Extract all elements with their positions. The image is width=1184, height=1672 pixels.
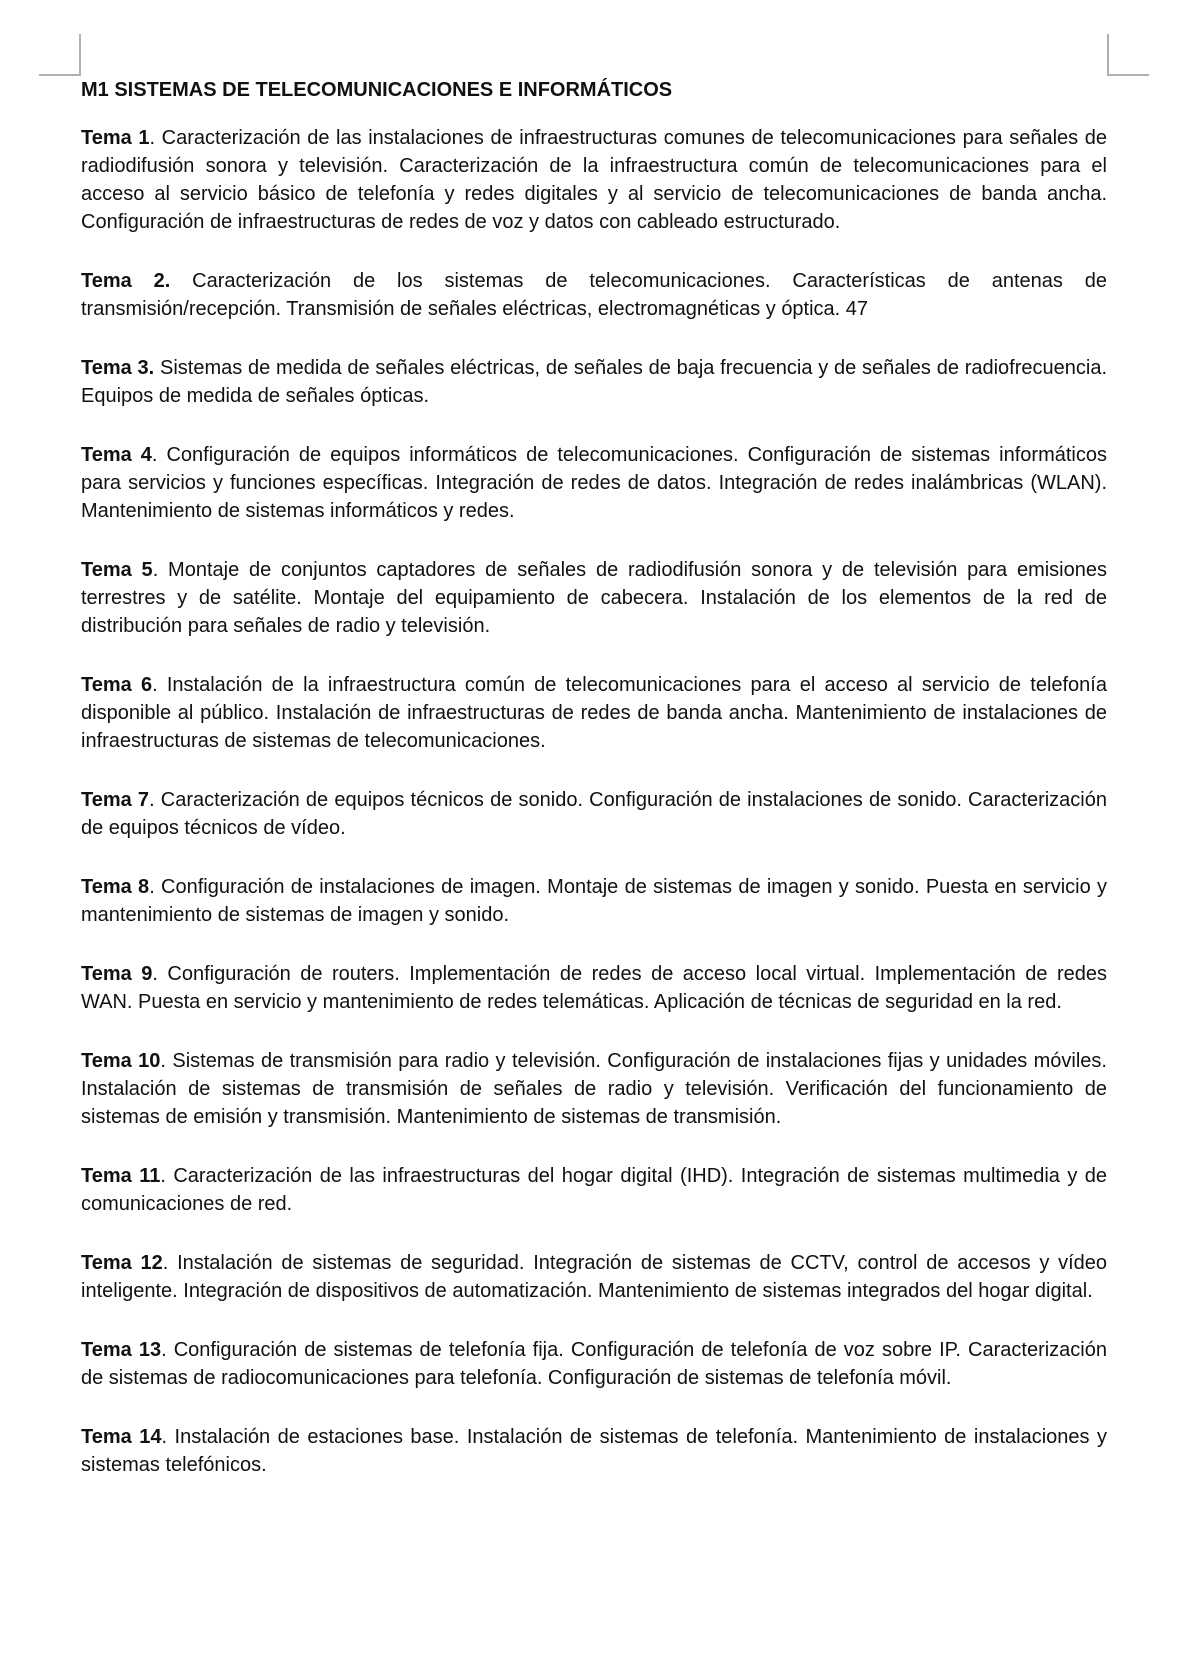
tema-7 [81, 786, 1107, 842]
tema-label: Tema 6 [81, 674, 153, 696]
tema-label: Tema 12 [81, 1252, 163, 1274]
tema-2 [81, 267, 1107, 323]
tema-13 [81, 1336, 1107, 1392]
tema-label: Tema 11 [81, 1165, 161, 1187]
tema-14 [81, 1423, 1107, 1479]
tema-3 [81, 354, 1107, 410]
tema-text: . Configuración de equipos informáticos de telecomunicaciones. Configuración de sistemas informáticos para servicios y funciones específicas. Integración de redes de datos. Integración de redes inalámbricas (WLAN). Mantenimiento de sistemas informáticos y redes. [81, 444, 1107, 522]
tema-4 [81, 441, 1107, 525]
tema-text: . Configuración de instalaciones de imagen. Montaje de sistemas de imagen y sonido. Puesta en servicio y mantenimiento de sistemas de imagen y sonido. [81, 876, 1107, 926]
tema-label: Tema 1 [81, 127, 150, 149]
tema-9 [81, 960, 1107, 1016]
tema-label: Tema 4 [81, 444, 152, 466]
tema-text: . Montaje de conjuntos captadores de señales de radiodifusión sonora y de televisión para emisiones terrestres y de satélite. Montaje del equipamiento de cabecera. Instalación de los elementos de la red de distribución para señales de radio y televisión. [81, 559, 1107, 637]
document-body[interactable] [81, 76, 1107, 1510]
tema-5 [81, 556, 1107, 640]
tema-text: . Configuración de sistemas de telefonía fija. Configuración de telefonía de voz sobre IP. Caracterización de sistemas de radiocomunicaciones para telefonía. Configuración de sistemas de telefonía móvil. [81, 1339, 1107, 1389]
tema-10 [81, 1047, 1107, 1131]
tema-1 [81, 124, 1107, 236]
tema-12 [81, 1249, 1107, 1305]
tema-label: Tema 5 [81, 559, 153, 581]
tema-text: . Configuración de routers. Implementación de redes de acceso local virtual. Implementación de redes WAN. Puesta en servicio y mantenimiento de redes telemáticas. Aplicación de técnicas de seguridad en la red. [81, 963, 1107, 1013]
tema-label: Tema 9 [81, 963, 153, 985]
tema-label: Tema 2. [81, 270, 171, 292]
tema-8 [81, 873, 1107, 929]
tema-label: Tema 14 [81, 1426, 162, 1448]
tema-text: . Instalación de estaciones base. Instalación de sistemas de telefonía. Mantenimiento de instalaciones y sistemas telefónicos. [81, 1426, 1107, 1476]
page-corner-mark-right [1107, 34, 1149, 76]
tema-text: . Instalación de sistemas de seguridad. Integración de sistemas de CCTV, control de accesos y vídeo inteligente. Integración de dispositivos de automatización. Mantenimiento de sistemas integrados del hogar digital. [81, 1252, 1107, 1302]
tema-text: . Sistemas de transmisión para radio y televisión. Configuración de instalaciones fijas y unidades móviles. Instalación de sistemas de transmisión de señales de radio y televisión. Verificación del funcionamiento de sistemas de emisión y transmisión. Mantenimiento de sistemas de transmisión. [81, 1050, 1107, 1128]
tema-text: . Caracterización de las instalaciones de infraestructuras comunes de telecomunicaciones para señales de radiodifusión sonora y televisión. Caracterización de la infraestructura común de telecomunicaciones para el acceso al servicio básico de telefonía y redes digitales y al servicio de telecomunicaciones de banda ancha. Configuración de infraestructuras de redes de voz y datos con cableado estructurado. [81, 127, 1107, 233]
tema-label: Tema 13 [81, 1339, 162, 1361]
tema-label: Tema 3. [81, 357, 155, 379]
page-corner-mark-left [39, 34, 81, 76]
tema-6 [81, 671, 1107, 755]
page-title: M1 SISTEMAS DE TELECOMUNICACIONES E INFORMÁTICOS [81, 79, 673, 101]
tema-label: Tema 8 [81, 876, 150, 898]
tema-text: . Instalación de la infraestructura común de telecomunicaciones para el acceso al servicio de telefonía disponible al público. Instalación de infraestructuras de redes de banda ancha. Mantenimiento de instalaciones de infraestructuras de sistemas de telecomunicaciones. [81, 674, 1107, 752]
tema-text: Sistemas de medida de señales eléctricas, de señales de baja frecuencia y de señales de radiofrecuencia. Equipos de medida de señales ópticas. [81, 357, 1108, 407]
tema-label: Tema 7 [81, 789, 150, 811]
tema-text: Caracterización de los sistemas de telecomunicaciones. Características de antenas de transmisión/recepción. Transmisión de señales eléctricas, electromagnéticas y óptica. 47 [81, 270, 1107, 320]
tema-11 [81, 1162, 1107, 1218]
tema-label: Tema 10 [81, 1050, 161, 1072]
tema-text: . Caracterización de equipos técnicos de sonido. Configuración de instalaciones de sonido. Caracterización de equipos técnicos de vídeo. [81, 789, 1107, 839]
tema-text: . Caracterización de las infraestructuras del hogar digital (IHD). Integración de sistemas multimedia y de comunicaciones de red. [81, 1165, 1107, 1215]
